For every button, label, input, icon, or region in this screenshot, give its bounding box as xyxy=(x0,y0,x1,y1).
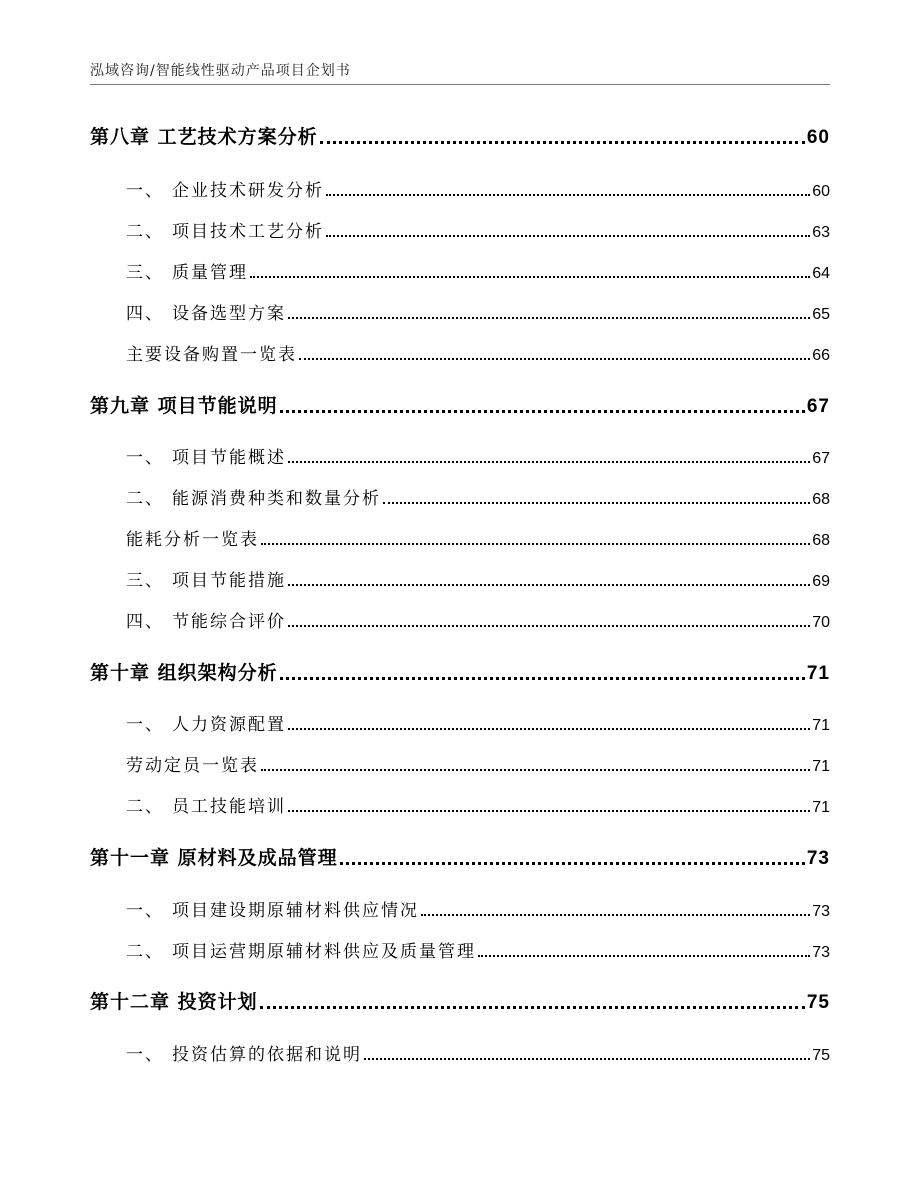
toc-page-number: 75 xyxy=(812,1047,830,1064)
toc-entry-title: 项目建设期原辅材料供应情况 xyxy=(172,901,419,921)
toc-entry-title: 项目节能概述 xyxy=(172,448,286,468)
toc-section[interactable] xyxy=(126,896,830,921)
toc-section[interactable] xyxy=(126,1040,830,1065)
toc-section[interactable] xyxy=(126,258,830,283)
toc-chapter-9[interactable] xyxy=(90,391,830,418)
section-number: 四、 xyxy=(126,304,164,324)
toc-section[interactable] xyxy=(126,484,830,509)
toc-page-number: 71 xyxy=(812,717,830,734)
section-number: 三、 xyxy=(126,263,164,283)
dot-leader xyxy=(288,461,810,463)
toc-entry-title: 能耗分析一览表 xyxy=(126,530,259,550)
dot-leader xyxy=(250,276,810,278)
toc-section[interactable] xyxy=(126,792,830,817)
toc-chapter-11[interactable] xyxy=(90,843,830,870)
toc-page-number: 68 xyxy=(812,532,830,549)
dot-leader xyxy=(280,410,805,413)
section-number: 一、 xyxy=(126,715,164,735)
dot-leader xyxy=(260,1006,805,1009)
toc-chapter-8[interactable] xyxy=(90,122,830,149)
toc-entry-title: 员工技能培训 xyxy=(172,797,286,817)
section-number: 四、 xyxy=(126,612,164,632)
toc-page-number: 73 xyxy=(812,903,830,920)
toc-section[interactable] xyxy=(126,607,830,632)
toc-section[interactable] xyxy=(126,340,830,365)
dot-leader xyxy=(261,769,810,771)
section-number: 一、 xyxy=(126,901,164,921)
dot-leader xyxy=(326,235,810,237)
section-number: 二、 xyxy=(126,222,164,242)
toc-entry-title: 节能综合评价 xyxy=(172,612,286,632)
toc-page-number: 64 xyxy=(812,265,830,282)
toc-chapter-12[interactable] xyxy=(90,987,830,1014)
toc-page-number: 60 xyxy=(812,183,830,200)
toc-page-number: 68 xyxy=(812,491,830,508)
toc-entry-title: 项目技术工艺分析 xyxy=(172,222,324,242)
toc-page-number: 75 xyxy=(806,992,830,1013)
toc-page-number: 67 xyxy=(812,450,830,467)
running-header: 泓域咨询/智能线性驱动产品项目企划书 xyxy=(90,63,351,79)
dot-leader xyxy=(299,358,810,360)
dot-leader xyxy=(288,810,810,812)
toc-page-number: 71 xyxy=(812,758,830,775)
toc-page-number: 65 xyxy=(812,306,830,323)
section-number: 三、 xyxy=(126,571,164,591)
dot-leader xyxy=(478,955,810,957)
dot-leader xyxy=(320,141,805,144)
toc-section[interactable] xyxy=(126,299,830,324)
dot-leader xyxy=(383,502,810,504)
toc-section[interactable] xyxy=(126,217,830,242)
toc-entry-title: 项目运营期原辅材料供应及质量管理 xyxy=(172,942,476,962)
toc-section[interactable] xyxy=(126,751,830,776)
toc-entry-title: 投资估算的依据和说明 xyxy=(172,1045,362,1065)
toc-page-number: 67 xyxy=(806,396,830,417)
toc-entry-title: 质量管理 xyxy=(172,263,248,283)
toc-page-number: 66 xyxy=(812,347,830,364)
toc-page-number: 60 xyxy=(806,127,830,148)
dot-leader xyxy=(326,194,810,196)
toc-page-number: 63 xyxy=(812,224,830,241)
toc-section[interactable] xyxy=(126,176,830,201)
toc-entry-title: 第十章 组织架构分析 xyxy=(90,662,278,684)
section-number: 二、 xyxy=(126,942,164,962)
dot-leader xyxy=(288,317,810,319)
toc-section[interactable] xyxy=(126,566,830,591)
toc-entry-title: 劳动定员一览表 xyxy=(126,756,259,776)
toc-entry-title: 第十一章 原材料及成品管理 xyxy=(90,847,338,869)
toc-page-number: 73 xyxy=(812,944,830,961)
toc-page-number: 69 xyxy=(812,573,830,590)
dot-leader xyxy=(421,914,810,916)
dot-leader xyxy=(280,677,805,680)
section-number: 一、 xyxy=(126,181,164,201)
dot-leader xyxy=(364,1058,810,1060)
toc-entry-title: 主要设备购置一览表 xyxy=(126,345,297,365)
section-number: 二、 xyxy=(126,489,164,509)
toc-section[interactable] xyxy=(126,525,830,550)
toc-chapter-10[interactable] xyxy=(90,658,830,685)
toc-page-number: 73 xyxy=(806,848,830,869)
toc-entry-title: 第九章 项目节能说明 xyxy=(90,395,278,417)
dot-leader xyxy=(288,625,810,627)
toc-page-number: 71 xyxy=(806,663,830,684)
dot-leader xyxy=(340,862,805,865)
toc-section[interactable] xyxy=(126,710,830,735)
header-divider xyxy=(90,84,830,85)
toc-page-number: 70 xyxy=(812,614,830,631)
toc-section[interactable] xyxy=(126,443,830,468)
section-number: 一、 xyxy=(126,448,164,468)
toc-entry-title: 项目节能措施 xyxy=(172,571,286,591)
dot-leader xyxy=(288,584,810,586)
toc-entry-title: 设备选型方案 xyxy=(172,304,286,324)
toc-page-number: 71 xyxy=(812,799,830,816)
toc-entry-title: 第八章 工艺技术方案分析 xyxy=(90,126,318,148)
toc-entry-title: 第十二章 投资计划 xyxy=(90,991,258,1013)
dot-leader xyxy=(288,728,810,730)
section-number: 二、 xyxy=(126,797,164,817)
toc-section[interactable] xyxy=(126,937,830,962)
toc-entry-title: 人力资源配置 xyxy=(172,715,286,735)
dot-leader xyxy=(261,543,810,545)
toc-entry-title: 企业技术研发分析 xyxy=(172,181,324,201)
toc-entry-title: 能源消费种类和数量分析 xyxy=(172,489,381,509)
section-number: 一、 xyxy=(126,1045,164,1065)
